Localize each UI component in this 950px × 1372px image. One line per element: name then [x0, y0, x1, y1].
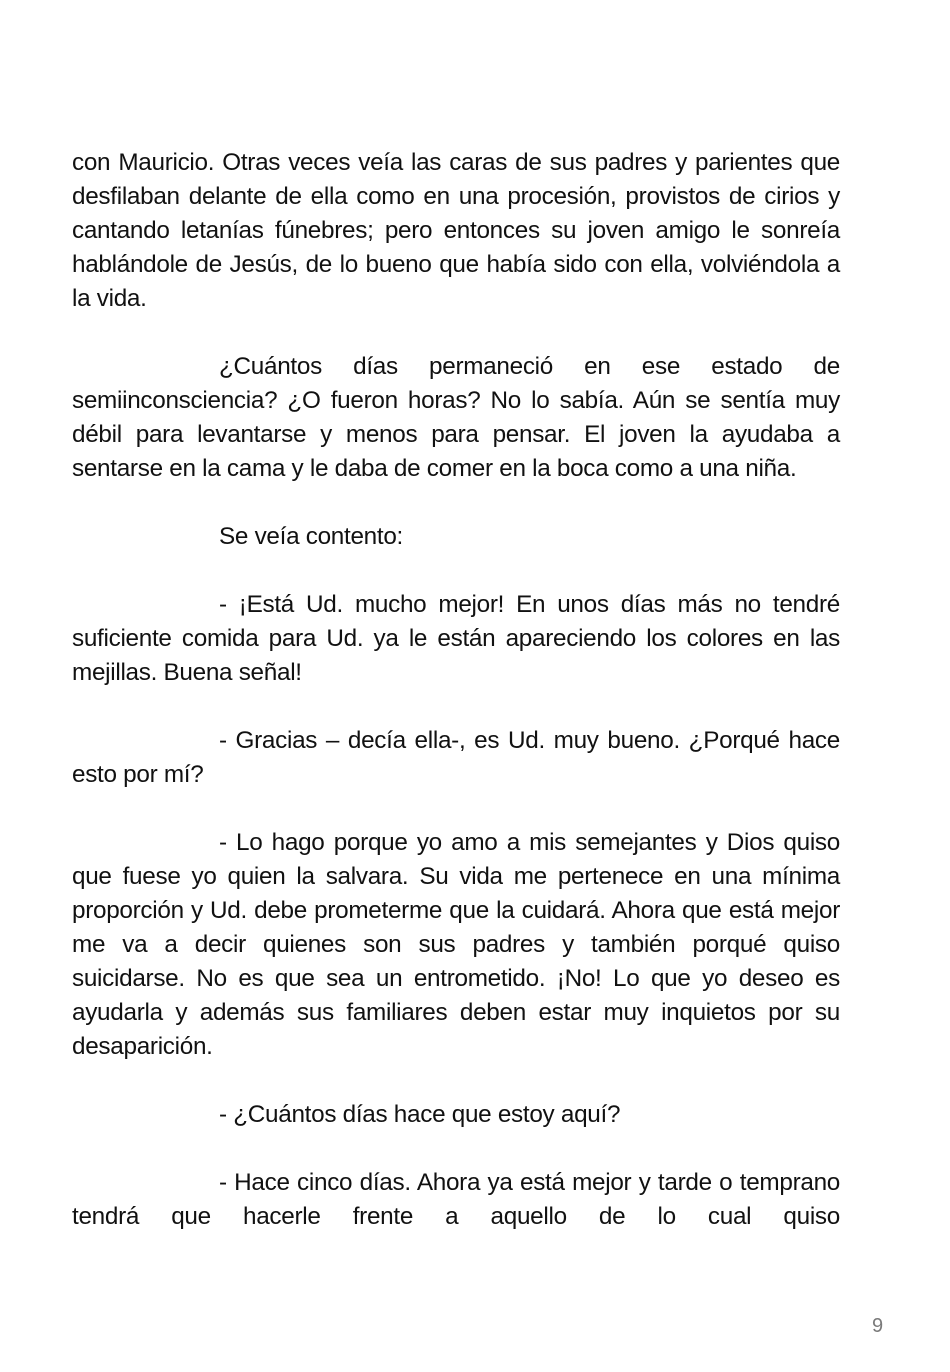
paragraph: con Mauricio. Otras veces veía las caras de sus padres y parientes que desfilaban delante de ella como en una procesión, provistos de cirios y cantando letanías fúnebres; pero entonces su joven amigo le sonreía hablándole de Jesús, de lo bueno que había sido con ella, volviéndola a la vida. [72, 149, 840, 312]
dialogue-paragraph: - Gracias – decía ella-, es Ud. muy bueno. ¿Porqué hace esto por mí? [72, 727, 840, 788]
paragraph: ¿Cuántos días permaneció en ese estado de semiinconsciencia? ¿O fueron horas? No lo sabía. Aún se sentía muy débil para levantarse y menos para pensar. El joven la ayudaba a sentarse en la cama y le daba de comer en la boca como a una niña. [72, 353, 840, 482]
page-number: 9 [872, 1315, 884, 1337]
dialogue-paragraph: - Hace cinco días. Ahora ya está mejor y tarde o temprano tendrá que hacerle frente a aquello de lo cual quiso [72, 1169, 840, 1230]
dialogue-paragraph: - ¡Está Ud. mucho mejor! En unos días más no tendré suficiente comida para Ud. ya le están apareciendo los colores en las mejillas. Buena señal! [72, 591, 840, 686]
dialogue-paragraph: - Lo hago porque yo amo a mis semejantes y Dios quiso que fuese yo quien la salvara. Su vida me pertenece en una mínima proporción y Ud. debe prometerme que la cuidará. Ahora que está mejor me va a decir quienes son sus padres y también porqué quiso suicidarse. No es que sea un entrometido. ¡No! Lo que yo deseo es ayudarla y además sus familiares deben estar muy inquietos por su desaparición. [72, 829, 840, 1060]
paragraph: Se veía contento: [219, 523, 404, 550]
dialogue-paragraph: - ¿Cuántos días hace que estoy aquí? [219, 1101, 621, 1128]
page-body [72, 146, 840, 1234]
